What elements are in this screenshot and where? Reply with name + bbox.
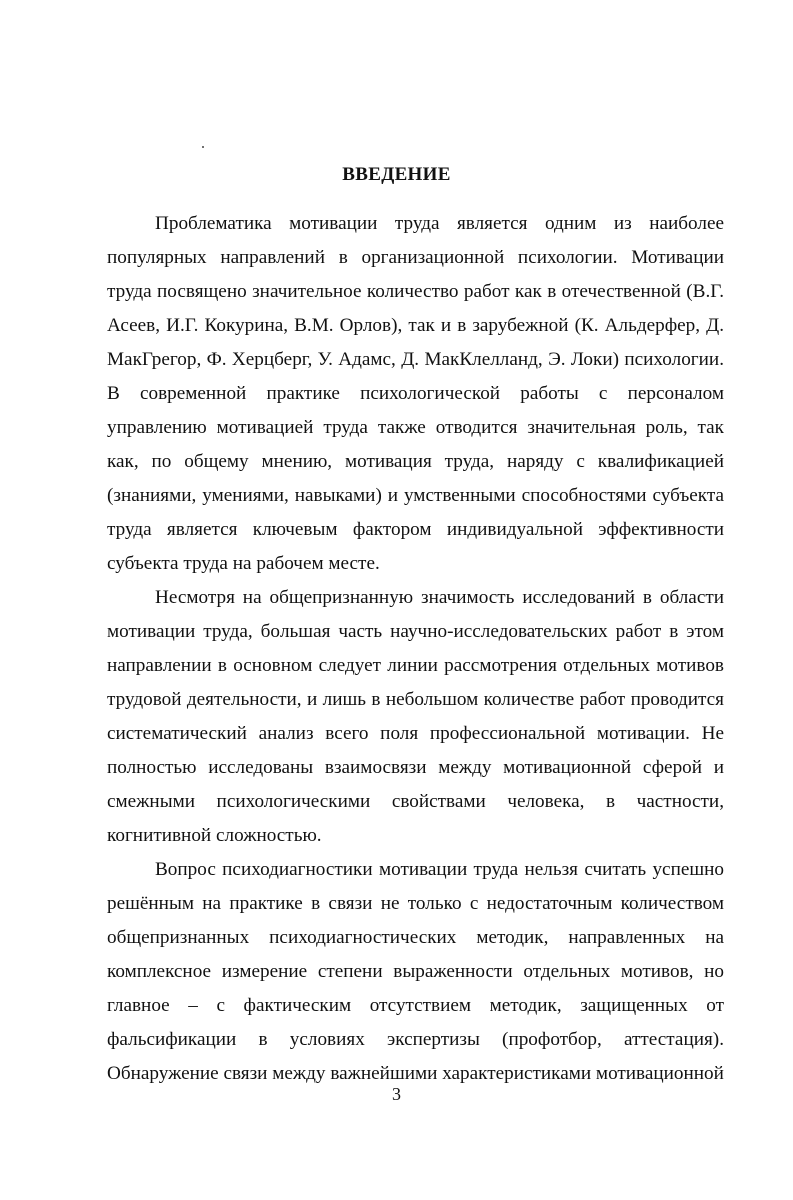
paragraph-2: Несмотря на общепризнанную значимость исследований в области мотивации труда, бoльшая часть научно-исследовательских работ в этом направлении в основном следует линии рассмотрения отдельных мотивов трудовой деятельности, и лишь в небольшом количестве работ проводится систематический анализ всего поля профессиональной мотивации. Не полностью исследованы взаимосвязи между мотивационной сферой и смежными психологическими свойствами человека, в частности, когнитивной сложностью. — [107, 587, 724, 846]
page-title: ВВЕДЕНИЕ — [342, 164, 451, 185]
paragraph-3: Вопрос психодиагностики мотивации труда нельзя считать успешно решённым на практике в связи не только с недостаточным количеством общепризнанных психодиагностических методик, направленных на комплексное измерение степени выраженности отдельных мотивов, но главное – с фактическим отсутствием методик, защищенных от фальсификации в условиях экспертизы (профотбор, аттестация). Обнаружение связи между важнейшими характеристиками мотивационной — [107, 859, 724, 1084]
body-text — [107, 207, 724, 1091]
scan-speck — [202, 146, 204, 148]
paragraph-1: Проблематика мотивации труда является одним из наиболее популярных направлений в организационной психологии. Мотивации труда посвящено значительное количество работ как в отечественной (В.Г. Асеев, И.Г. Кокурина, В.М. Орлов), так и в зарубежной (К. Альдерфер, Д. МакГрегор, Ф. Херцберг, У. Адамс, Д. МакКлелланд, Э. Локи) психологии. В современной практике психологической работы с персоналом управлению мотивацией труда также отводится значительная роль, так как, по общему мнению, мотивация труда, наряду с квалификацией (знаниями, умениями, навыками) и умственными способностями субъекта труда является ключевым фактором индивидуальной эффективности субъекта труда на рабочем месте. — [107, 213, 724, 574]
page-number: 3 — [392, 1084, 401, 1104]
